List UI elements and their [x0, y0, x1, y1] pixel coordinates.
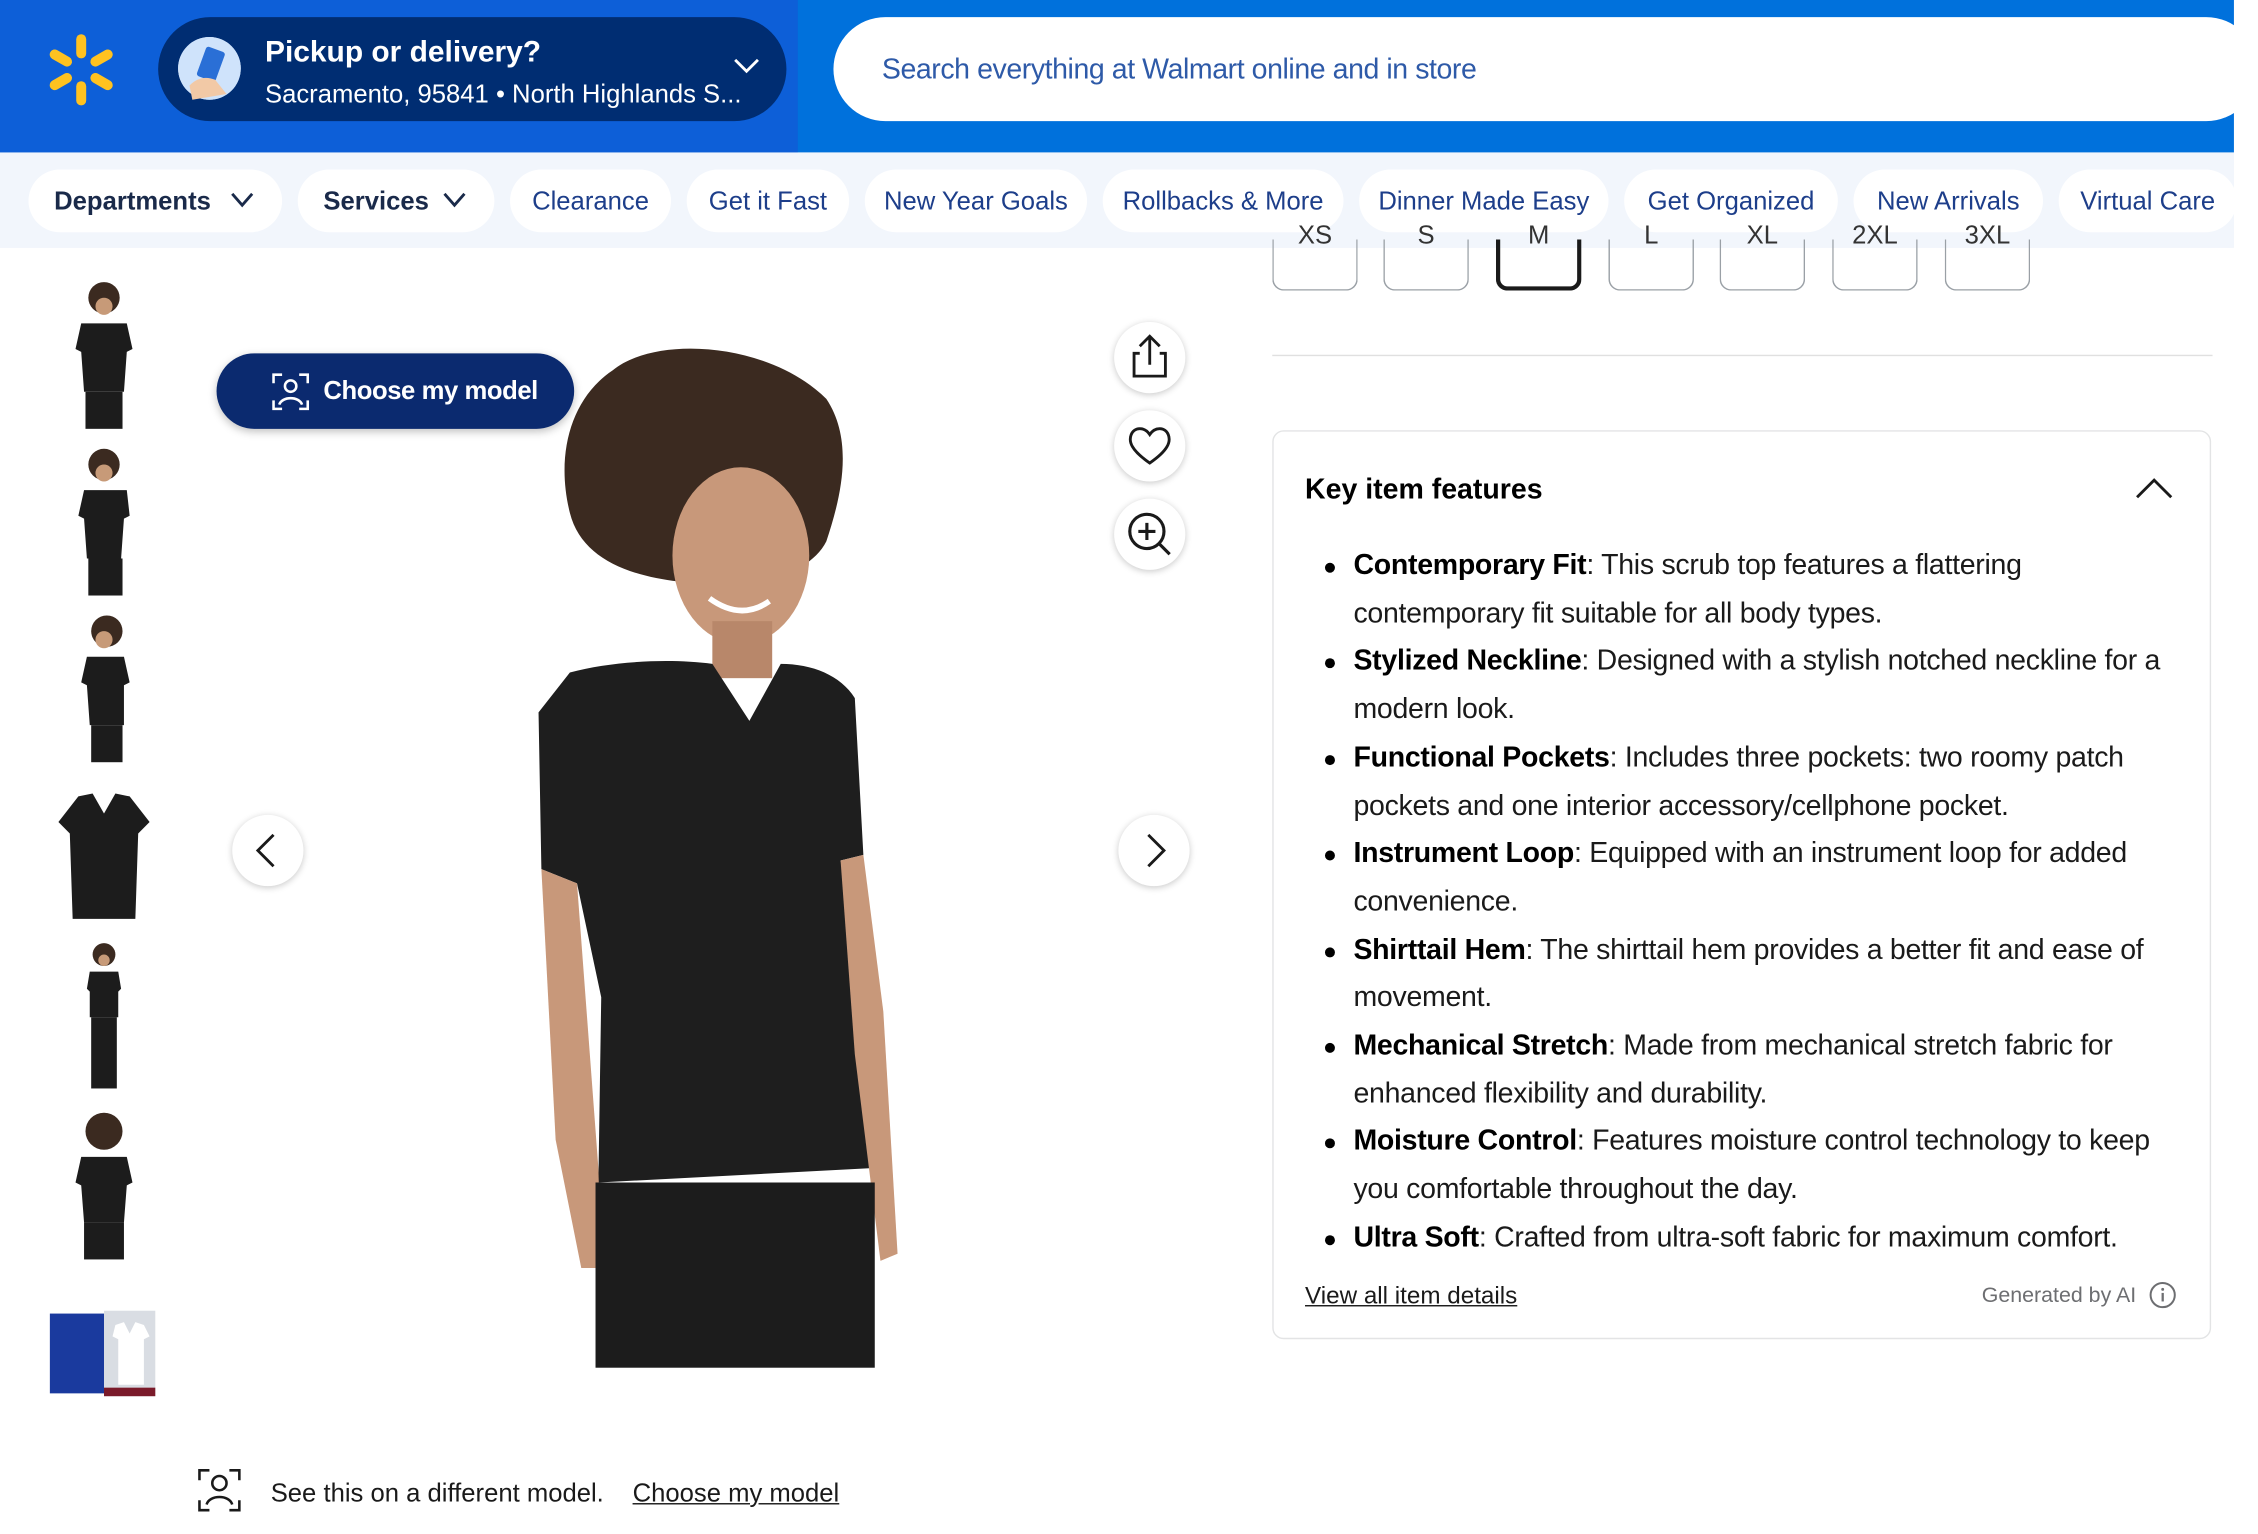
pickup-title: Pickup or delivery?	[264, 35, 542, 69]
size-option-xs[interactable]: XS	[1272, 239, 1357, 290]
thumbnail-image[interactable]	[50, 611, 158, 765]
different-model-text: See this on a different model.	[270, 1478, 604, 1508]
list-item: Ultra Soft: Crafted from ultra-soft fabric for maximum comfort.	[1305, 1215, 2188, 1263]
person-frame-icon	[197, 1467, 243, 1513]
choose-model-link[interactable]: Choose my model	[632, 1478, 840, 1508]
size-option-xl[interactable]: XL	[1720, 239, 1805, 290]
chevron-right-icon	[1118, 815, 1189, 886]
features-list	[1305, 543, 2188, 1263]
zoom-button[interactable]	[1114, 499, 1185, 570]
chevron-left-icon	[232, 815, 303, 886]
info-icon[interactable]	[2148, 1281, 2176, 1309]
choose-model-label: Choose my model	[323, 376, 538, 405]
nav-services[interactable]	[298, 170, 495, 233]
size-option-3xl[interactable]: 3XL	[1945, 239, 2030, 290]
size-option-2xl[interactable]: 2XL	[1832, 239, 1917, 290]
share-button[interactable]	[1114, 322, 1185, 393]
thumbnail-image[interactable]	[50, 278, 158, 432]
list-item: Moisture Control: Features moisture control technology to keep you comfortable throughout the day.	[1305, 1119, 2188, 1215]
favorite-button[interactable]	[1114, 410, 1185, 481]
header	[0, 0, 2234, 152]
phone-hand-icon	[178, 37, 241, 100]
thumbnail-image[interactable]	[50, 1108, 158, 1262]
share-icon	[1114, 322, 1185, 393]
nav-dinner-made-easy[interactable]: Dinner Made Easy	[1359, 170, 1608, 233]
thumbnail-image[interactable]	[50, 445, 158, 599]
nav-virtual-care[interactable]: Virtual Care	[2059, 170, 2237, 233]
search-placeholder: Search everything at Walmart online and in store	[881, 54, 1477, 86]
size-option-m[interactable]: M	[1496, 239, 1581, 290]
choose-model-button[interactable]	[217, 353, 575, 429]
nav-rollbacks[interactable]: Rollbacks & More	[1103, 170, 1344, 233]
nav-services-label: Services	[323, 185, 429, 215]
view-all-details-link[interactable]: View all item details	[1305, 1282, 1518, 1310]
nav-get-organized[interactable]: Get Organized	[1624, 170, 1838, 233]
person-frame-icon	[271, 372, 311, 412]
features-title: Key item features	[1305, 474, 1543, 506]
pickup-delivery-button[interactable]	[158, 17, 786, 121]
heart-icon	[1114, 410, 1185, 481]
chevron-down-icon	[732, 56, 760, 76]
thumbnail-image[interactable]	[50, 782, 158, 936]
nav-new-year-goals[interactable]: New Year Goals	[865, 170, 1087, 233]
size-option-s[interactable]: S	[1383, 239, 1468, 290]
list-item: Mechanical Stretch: Made from mechanical stretch fabric for enhanced flexibility and durability.	[1305, 1023, 2188, 1119]
list-item: Functional Pockets: Includes three pockets: two roomy patch pockets and one interior accessory/cellphone pocket.	[1305, 735, 2188, 831]
zoom-in-icon	[1114, 499, 1185, 570]
list-item: Instrument Loop: Equipped with an instrument loop for added convenience.	[1305, 831, 2188, 927]
generated-by-ai-label: Generated by AI	[1981, 1283, 2137, 1308]
thumbnail-image[interactable]	[50, 940, 158, 1094]
product-main-image[interactable]	[228, 342, 1168, 1368]
list-item: Contemporary Fit: This scrub top features a flattering contemporary fit suitable for all body types.	[1305, 543, 2188, 639]
search-input[interactable]	[833, 17, 2258, 121]
thumbnail-image[interactable]	[50, 1308, 158, 1462]
size-option-l[interactable]: L	[1608, 239, 1693, 290]
chevron-down-icon	[231, 191, 254, 208]
pickup-location: Sacramento, 95841 • North Highlands S...	[264, 79, 742, 109]
next-image-button[interactable]	[1118, 815, 1189, 886]
nav-get-it-fast[interactable]: Get it Fast	[687, 170, 849, 233]
chevron-up-icon[interactable]	[2133, 474, 2176, 502]
key-features-panel	[1272, 430, 2211, 1339]
divider	[1272, 355, 2212, 356]
list-item: Shirttail Hem: The shirttail hem provides a better fit and ease of movement.	[1305, 927, 2188, 1023]
nav-clearance[interactable]: Clearance	[510, 170, 671, 233]
walmart-spark-logo[interactable]	[43, 31, 120, 108]
chevron-down-icon	[443, 191, 466, 208]
list-item: Stylized Neckline: Designed with a stylish notched neckline for a modern look.	[1305, 639, 2188, 735]
nav-departments-label: Departments	[54, 185, 211, 215]
nav-new-arrivals[interactable]: New Arrivals	[1854, 170, 2043, 233]
previous-image-button[interactable]	[232, 815, 303, 886]
nav-departments[interactable]	[28, 170, 282, 233]
